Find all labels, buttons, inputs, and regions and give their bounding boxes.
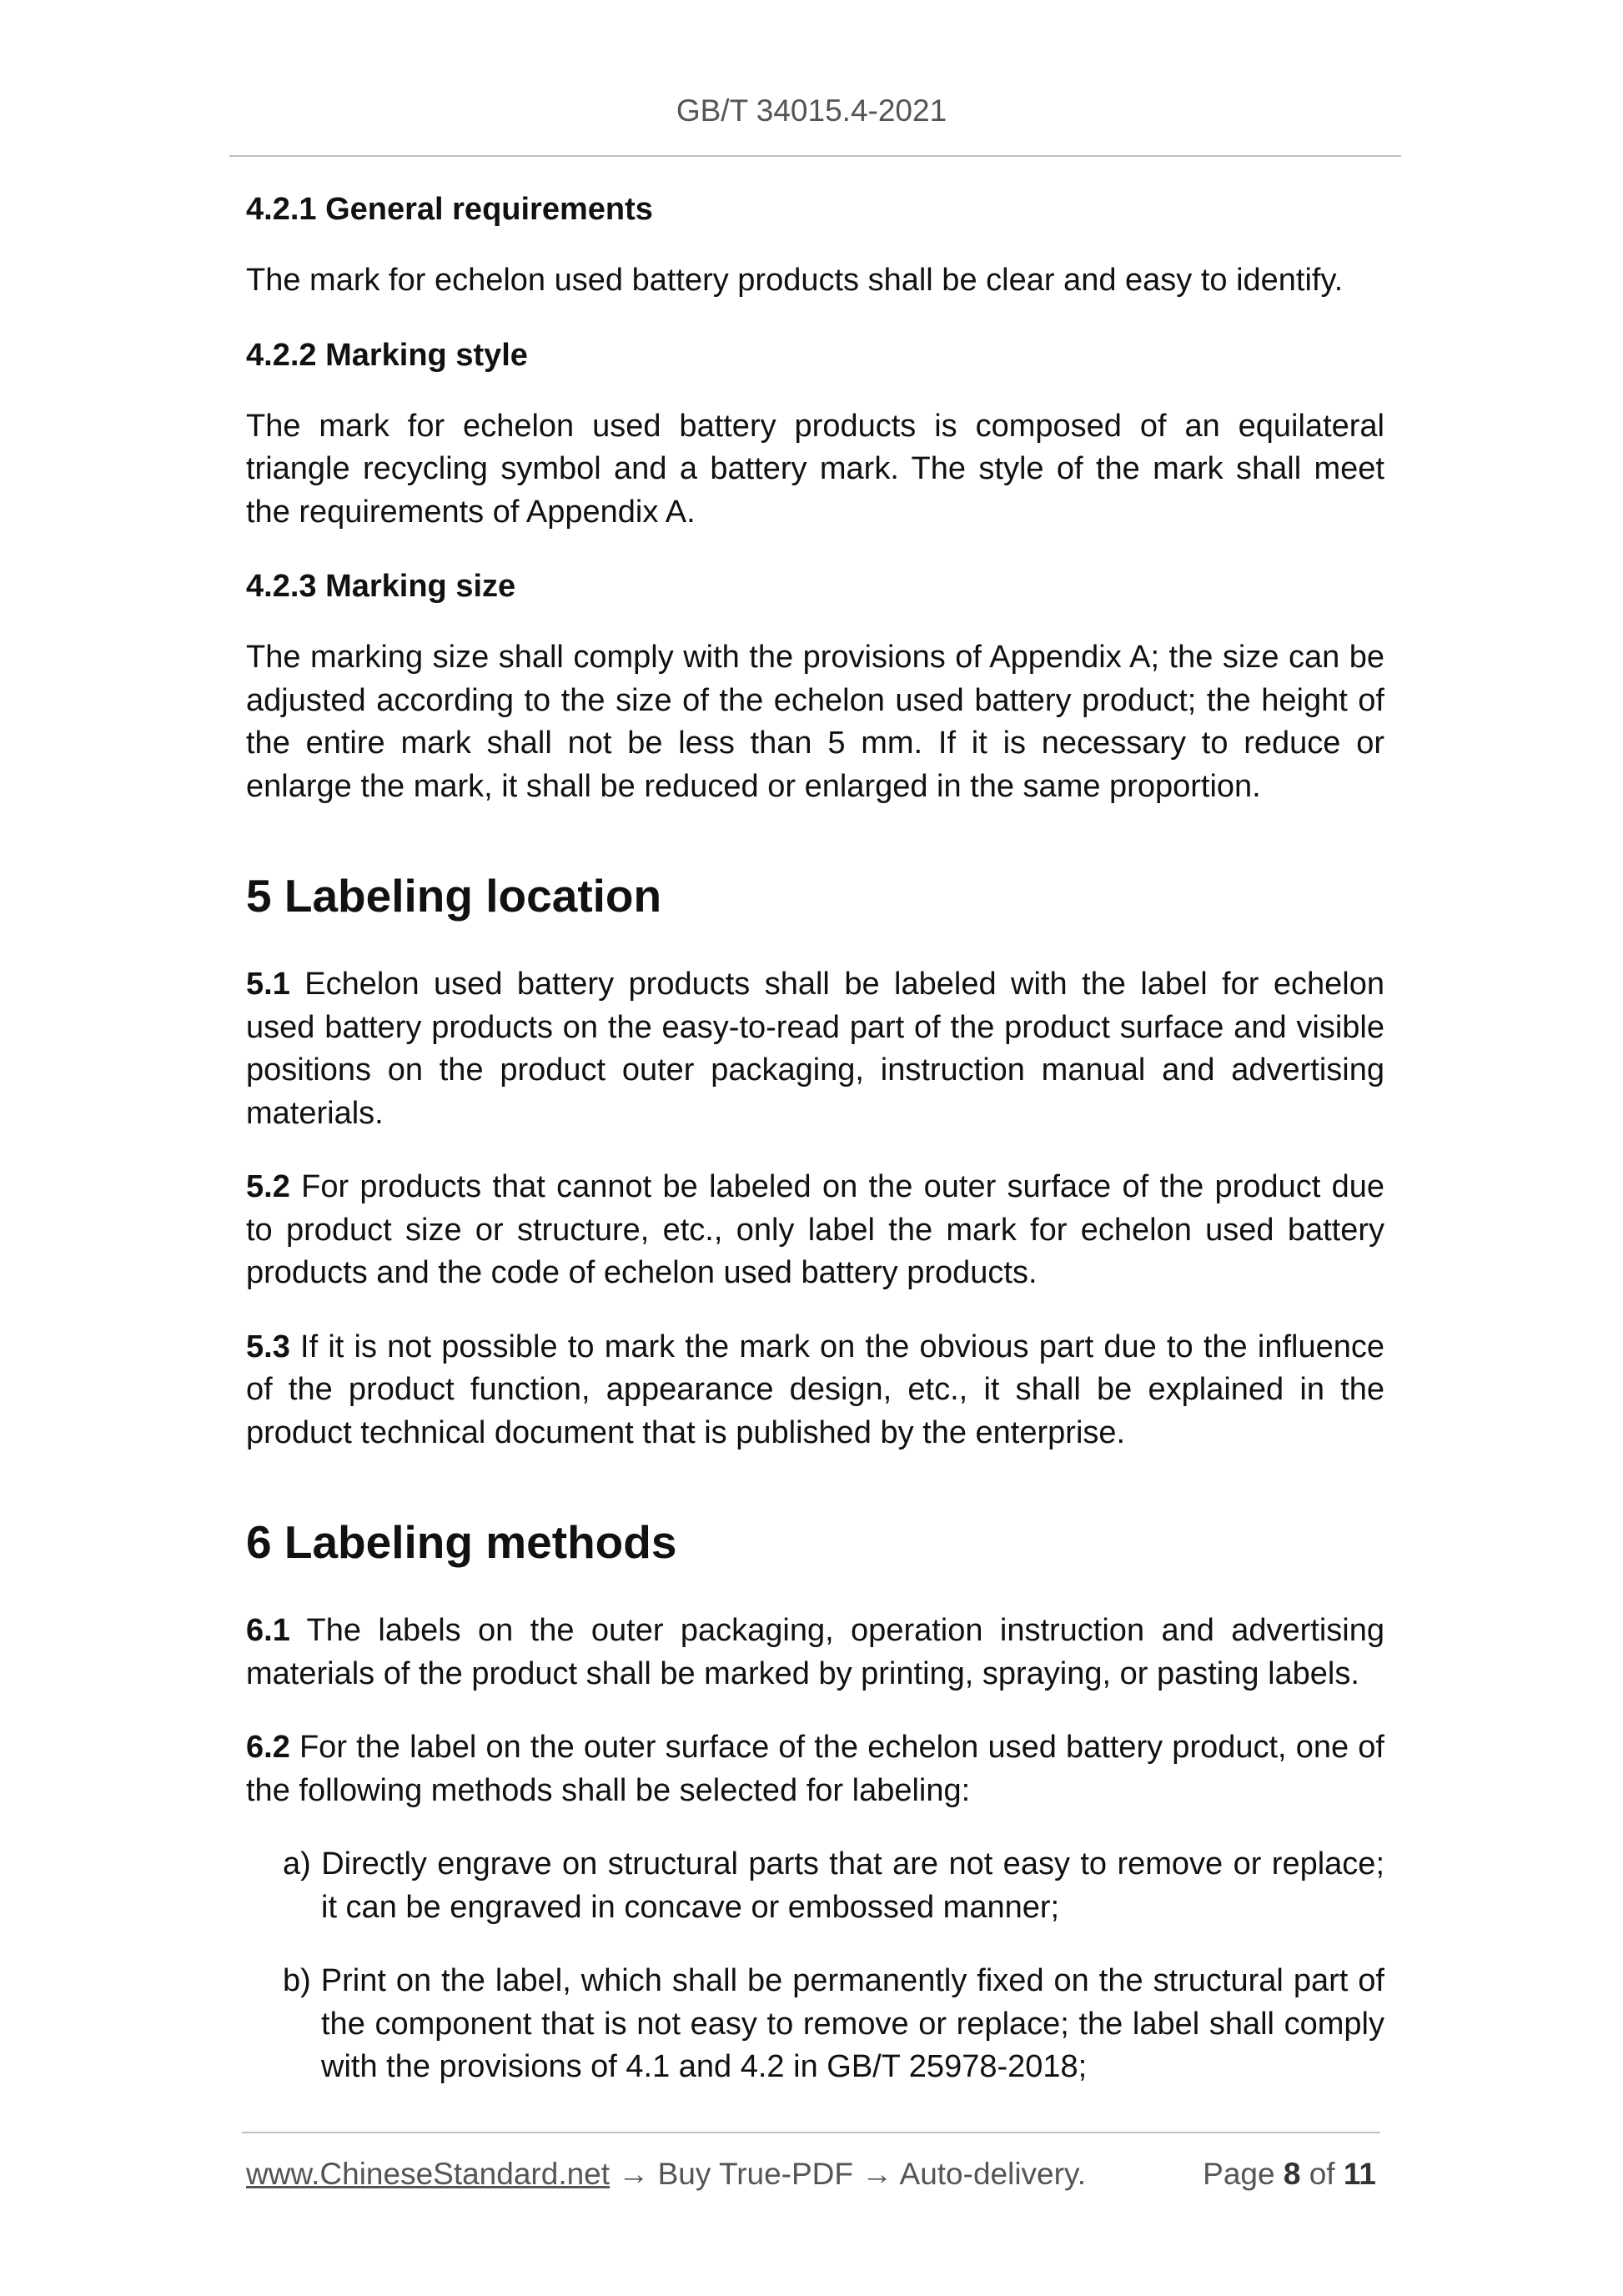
- clause-number: 5.2: [246, 1169, 290, 1204]
- page-indicator: [1203, 2157, 1376, 2192]
- clause-text: Echelon used battery products shall be labeled with the label for echelon used battery products on the easy-to-read part of the product surface and visible positions on the product outer packaging, instruction manual and advertising materials.: [246, 967, 1384, 1131]
- current-page-number: 8: [1283, 2157, 1301, 2191]
- clause-6-2: [246, 1726, 1384, 1812]
- page-of-label: of: [1300, 2157, 1344, 2191]
- footer-divider: [242, 2132, 1380, 2133]
- list-item-text: Print on the label, which shall be permanently fixed on the structural part of the component that is not easy to remove or replace; the label shall comply with the provisions of 4.1 and 4.2 in GB/T 25978-2018;: [320, 1963, 1384, 2084]
- clause-number: 5.1: [246, 967, 290, 1002]
- list-item-a: [246, 1843, 1384, 1929]
- page-label: Page: [1203, 2157, 1284, 2191]
- promo-text: → Buy True-PDF → Auto-delivery.: [610, 2157, 1086, 2191]
- list-item-text: Directly engrave on structural parts that are not easy to remove or replace; it can be engraved in concave or embossed manner;: [321, 1846, 1384, 1925]
- heading-4-2-3: 4.2.3 Marking size: [246, 569, 516, 604]
- site-link[interactable]: www.ChineseStandard.net: [246, 2157, 611, 2191]
- paragraph-4-2-3: The marking size shall comply with the provisions of Appendix A; the size can be adjusted according to the size of the echelon used battery product; the height of the entire mark shall not be less than 5 mm. If it is necessary to reduce or enlarge the mark, it shall be reduced or enlarged in the same proportion.: [246, 640, 1384, 804]
- clause-5-2: [246, 1166, 1384, 1295]
- clause-number: 5.3: [246, 1329, 290, 1364]
- total-page-count: 11: [1343, 2157, 1376, 2191]
- page-footer: [246, 2157, 1376, 2192]
- list-marker: a): [283, 1846, 322, 1882]
- clause-6-1: [246, 1610, 1384, 1696]
- clause-text: If it is not possible to mark the mark on the obvious part due to the influence of the product function, appearance design, etc., it shall be explained in the product technical document that is published by the enterprise.: [246, 1329, 1384, 1450]
- heading-section-6: 6 Labeling methods: [246, 1516, 677, 1568]
- clause-5-3: [246, 1326, 1384, 1455]
- paragraph-4-2-2: The mark for echelon used battery products is composed of an equilateral triangle recycling symbol and a battery mark. The style of the mark shall meet the requirements of Appendix A.: [246, 408, 1384, 530]
- clause-text: For the label on the outer surface of the echelon used battery product, one of the following methods shall be selected for labeling:: [246, 1730, 1384, 1808]
- footer-promo: [246, 2157, 1086, 2192]
- paragraph-4-2-1: The mark for echelon used battery products shall be clear and easy to identify.: [246, 263, 1344, 298]
- header-divider: [229, 155, 1401, 157]
- heading-4-2-1: 4.2.1 General requirements: [246, 192, 653, 227]
- clause-number: 6.2: [246, 1730, 290, 1765]
- page-header: GB/T 34015.4-2021: [676, 93, 947, 128]
- clause-number: 6.1: [246, 1613, 290, 1648]
- clause-text: The labels on the outer packaging, operation instruction and advertising materials of the product shall be marked by printing, spraying, or pasting labels.: [246, 1613, 1384, 1691]
- clause-text: For products that cannot be labeled on the outer surface of the product due to product size or structure, etc., only label the mark for echelon used battery products and the code of echelon used battery products.: [246, 1169, 1384, 1290]
- clause-5-1: [246, 963, 1384, 1135]
- list-marker: b): [283, 1963, 321, 1998]
- document-body: [246, 188, 1384, 2120]
- heading-4-2-2: 4.2.2 Marking style: [246, 337, 528, 373]
- list-item-b: [246, 1960, 1384, 2089]
- heading-section-5: 5 Labeling location: [246, 870, 662, 922]
